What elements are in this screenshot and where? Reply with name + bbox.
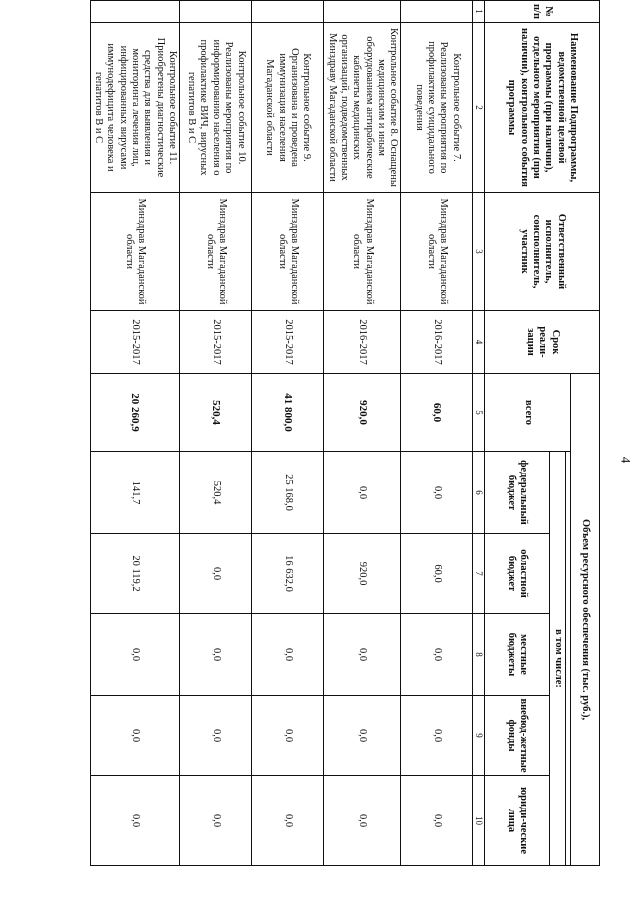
header-including: в том числе: <box>550 452 566 866</box>
row-federal: 0,0 <box>401 452 473 534</box>
row-period: 2016-2017 <box>324 311 401 374</box>
row-offbudget: 0,0 <box>90 696 180 776</box>
row-federal: 25 168,0 <box>252 452 324 534</box>
row-regional: 60,0 <box>401 534 473 614</box>
row-offbudget: 0,0 <box>180 696 252 776</box>
table-row <box>180 1 252 866</box>
row-period: 2015-2017 <box>252 311 324 374</box>
row-regional: 920,0 <box>324 534 401 614</box>
row-num <box>324 1 401 23</box>
col-number: 2 <box>473 23 485 193</box>
header-offbudget: внебюд-жетные фонды <box>485 696 550 776</box>
row-period: 2015-2017 <box>180 311 252 374</box>
row-period: 2015-2017 <box>90 311 180 374</box>
header-regional: областной бюджет <box>485 534 550 614</box>
row-local: 0,0 <box>252 614 324 696</box>
row-legal: 0,0 <box>252 776 324 866</box>
row-legal: 0,0 <box>324 776 401 866</box>
row-name: Контрольное событие 10. Реализованы мероприятия по информированию населения о профилактике ВИЧ, вирусных гепатитов В и С <box>180 23 252 193</box>
row-executor: Минздрав Магаданской области <box>324 193 401 311</box>
row-federal: 0,0 <box>324 452 401 534</box>
col-number: 6 <box>473 452 485 534</box>
row-total: 920,0 <box>324 374 401 452</box>
header-local: местные бюджеты <box>485 614 550 696</box>
row-federal: 141,7 <box>90 452 180 534</box>
row-local: 0,0 <box>90 614 180 696</box>
row-total: 41 800,0 <box>252 374 324 452</box>
row-num <box>180 1 252 23</box>
header-executor: Ответственный исполнитель, соисполнитель, участник <box>485 193 600 311</box>
row-legal: 0,0 <box>90 776 180 866</box>
table-row <box>90 1 180 866</box>
row-federal: 520,4 <box>180 452 252 534</box>
header-federal: федеральный бюджет <box>485 452 550 534</box>
row-offbudget: 0,0 <box>401 696 473 776</box>
row-num <box>252 1 324 23</box>
header-total: всего <box>485 374 571 452</box>
row-executor: Минздрав Магаданской области <box>252 193 324 311</box>
table-row <box>252 1 324 866</box>
row-total: 20 260,9 <box>90 374 180 452</box>
table-row <box>324 1 401 866</box>
row-local: 0,0 <box>324 614 401 696</box>
table-row <box>401 1 473 866</box>
col-number: 8 <box>473 614 485 696</box>
row-local: 0,0 <box>180 614 252 696</box>
col-number: 4 <box>473 311 485 374</box>
row-executor: Минздрав Магаданской области <box>401 193 473 311</box>
resource-table <box>90 0 600 866</box>
row-offbudget: 0,0 <box>324 696 401 776</box>
row-name: Контрольное событие 7. Реализованы мероприятия по профилактике суицидального поведения <box>401 23 473 193</box>
row-total: 60,0 <box>401 374 473 452</box>
row-name: Контрольное событие 8. Оснащены медицинским и иным оборудованием антирабические кабинеты медицинских организаций, подведомственных Минздраву Магаданской области <box>324 23 401 193</box>
row-offbudget: 0,0 <box>252 696 324 776</box>
row-num <box>401 1 473 23</box>
row-legal: 0,0 <box>180 776 252 866</box>
column-number-row <box>473 1 485 866</box>
header-resources: Объем ресурсного обеспечения (тыс. руб.), <box>571 374 600 866</box>
col-number: 7 <box>473 534 485 614</box>
row-executor: Минздрав Магаданской области <box>180 193 252 311</box>
row-regional: 0,0 <box>180 534 252 614</box>
page-number: 4 <box>618 456 634 464</box>
row-name: Контрольное событие 11. Приобретены диагностические средства для выявления и мониторинга лечения лиц, инфицированных вирусами иммунодефицита человека и гепатитов В и С <box>90 23 180 193</box>
col-number: 9 <box>473 696 485 776</box>
row-total: 520,4 <box>180 374 252 452</box>
col-number: 1 <box>473 1 485 23</box>
col-number: 5 <box>473 374 485 452</box>
header-period: Срок реали-зации <box>485 311 600 374</box>
row-period: 2016-2017 <box>401 311 473 374</box>
row-regional: 16 632,0 <box>252 534 324 614</box>
row-local: 0,0 <box>401 614 473 696</box>
row-name: Контрольное событие 9. Организована и проведена иммунизация населения Магаданской области <box>252 23 324 193</box>
row-legal: 0,0 <box>401 776 473 866</box>
header-num: № п/п <box>485 1 600 23</box>
col-number: 10 <box>473 776 485 866</box>
col-number: 3 <box>473 193 485 311</box>
row-num <box>90 1 180 23</box>
row-regional: 20 119,2 <box>90 534 180 614</box>
row-executor: Минздрав Магаданской области <box>90 193 180 311</box>
rotated-table-container <box>25 0 600 865</box>
header-name: Наименование Подпрограммы, ведомственной целевой программы (при наличии), отдельного мероприятия (при наличии), контрольного события программы <box>485 23 600 193</box>
header-legal: юриди-ческие лица <box>485 776 550 866</box>
